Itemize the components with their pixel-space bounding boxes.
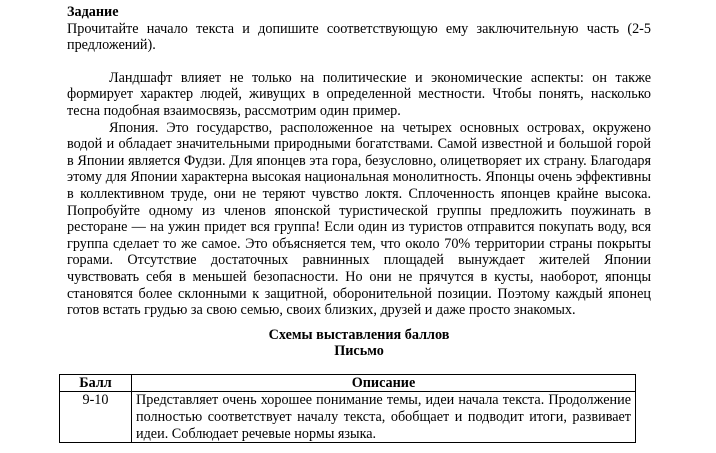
- table-row: [60, 392, 636, 443]
- description-cell: Представляет очень хорошее понимание темы, идеи начала текста. Продолжение полностью соответствует началу текста, обобщает и подводит итоги, развивает идеи. Соблюдает речевые нормы языка.: [132, 392, 636, 443]
- task-instruction: Прочитайте начало текста и допишите соответствующую ему заключительную часть (2-5 предложений).: [67, 20, 651, 54]
- scoring-subheading: Письмо: [334, 343, 384, 360]
- score-cell: 9-10: [60, 392, 132, 443]
- scoring-heading: Схемы выставления баллов: [268, 326, 450, 343]
- scoring-table: [59, 374, 636, 443]
- column-header-score: Балл: [60, 374, 132, 392]
- column-header-description: Описание: [132, 374, 636, 392]
- table-header-row: [60, 374, 636, 392]
- spacer: [67, 54, 651, 70]
- text-paragraph-2: Япония. Это государство, расположенное на четырех основных островах, окружено водой и обладает значительными природными богатствами. Самой известной и большой горой в Японии является Фудзи. Для японцев эта гора, безусловно, олицетворяет их страну. Благодаря этому для Японии характерна высокая национальная монолитность. Японцы очень эффективны в коллективном труде, они не теряют чувство локтя. Сплоченность японцев крайне высока. Попробуйте одному из членов японской туристической группы предложить поужинать в ресторане — на ужин придет вся группа! Если один из туристов отправится покупать воду, вся группа сделает то же самое. Это объясняется тем, что около 70% территории страны покрыты горами. Отсутствие достаточных равнинных площадей вынуждает жителей Японии чувствовать себя в меньшей безопасности. Но они не прячутся в кусты, наоборот, японцы становятся более склонными к защитной, оборонительной позиции. Поэтому каждый японец готов встать грудью за свою семью, своих близких, друзей и даже просто знакомых.: [67, 119, 651, 319]
- document-page: [67, 4, 651, 443]
- text-paragraph-1: Ландшафт влияет не только на политические и экономические аспекты: он также формирует характер людей, живущих в определенной местности. Чтобы понять, насколько тесна подобная взаимосвязь, рассмотрим один пример.: [67, 69, 651, 119]
- task-title: Задание: [67, 4, 119, 20]
- spacer: [67, 360, 651, 374]
